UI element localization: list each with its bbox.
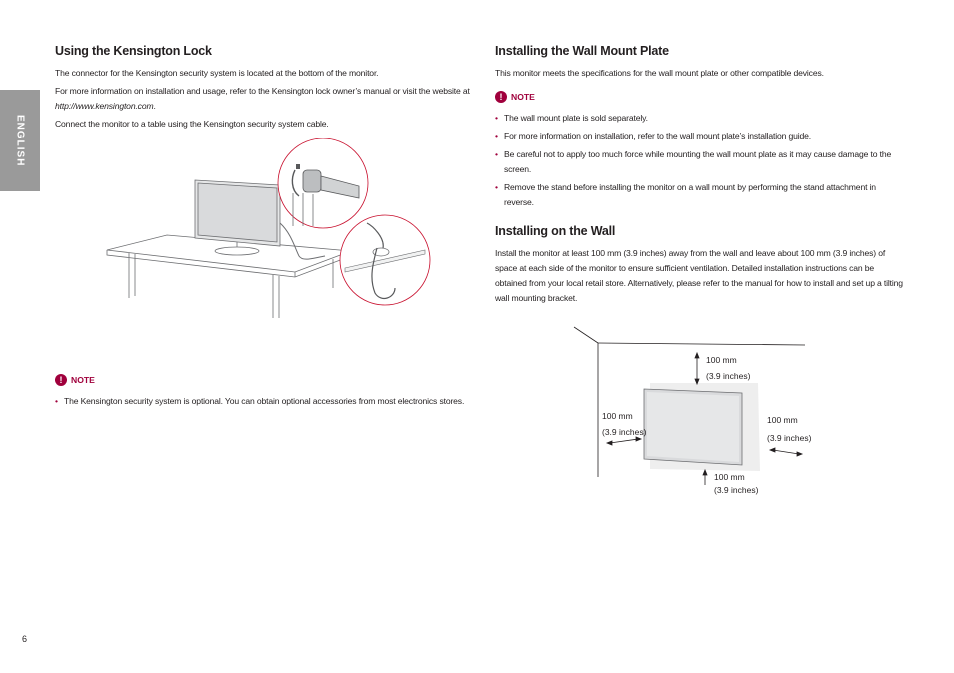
wall-p1: Install the monitor at least 100 mm (3.9 inches) away from the wall and leave about 100 mm (3.9 inches) of space at each side of the monitor to ensure sufficient ventilation. Detailed installation instructions can be obtained from your local retail store. Alternatively, please refer to the manual for how to install and set up a tilting wall mounting bracket. xyxy=(495,248,903,303)
kensington-p2-text: For more information on installation and usage, refer to the Kensington lock owner’s manual or visit the website at xyxy=(55,86,470,96)
wall-title: Installing on the Wall xyxy=(495,224,616,238)
kensington-note-list xyxy=(55,394,475,409)
right-clearance-mm: 100 mm xyxy=(767,415,798,425)
wall-mount-plate-title: Installing the Wall Mount Plate xyxy=(495,44,669,58)
kensington-note-label: NOTE xyxy=(71,375,95,385)
kensington-p1: The connector for the Kensington security system is located at the bottom of the monitor. xyxy=(55,68,379,78)
kensington-p3: Connect the monitor to a table using the Kensington security system cable. xyxy=(55,119,329,129)
left-arrow xyxy=(610,439,638,443)
wall-mount-note-item: • Remove the stand before installing the monitor on a wall mount by performing the stand attachment in reverse. xyxy=(495,180,905,210)
top-clearance-mm: 100 mm xyxy=(706,355,737,365)
lock-closeup xyxy=(278,138,368,228)
wall-mount-section xyxy=(495,44,905,309)
wall-mount-note-list xyxy=(495,111,905,210)
kensington-title: Using the Kensington Lock xyxy=(55,44,212,58)
kensington-illustration xyxy=(55,138,475,368)
cable-closeup xyxy=(340,215,430,305)
wall-mount-note-item: • Be careful not to apply too much force while mounting the wall mount plate as it may cause damage to the screen. xyxy=(495,147,905,177)
kensington-p2-end: . xyxy=(153,101,156,111)
wall-mount-note-item: • The wall mount plate is sold separately. xyxy=(495,111,905,126)
exclamation-icon: ! xyxy=(55,374,67,386)
wall-mount-note-header xyxy=(495,91,905,103)
language-tab xyxy=(0,90,40,191)
exclamation-icon: ! xyxy=(495,91,507,103)
left-clearance-in: (3.9 inches) xyxy=(602,427,647,437)
bottom-clearance-in: (3.9 inches) xyxy=(714,485,759,495)
kensington-section xyxy=(55,44,475,412)
wall-monitor xyxy=(644,389,742,465)
kensington-note-item: • The Kensington security system is optional. You can obtain optional accessories from most electronics stores. xyxy=(55,394,475,409)
top-clearance-in: (3.9 inches) xyxy=(706,371,751,381)
kensington-link[interactable]: http://www.kensington.com xyxy=(55,101,154,111)
right-clearance-in: (3.9 inches) xyxy=(767,433,812,443)
wall-mount-plate-p1: This monitor meets the specifications for the wall mount plate or other compatible devices. xyxy=(495,68,824,78)
bottom-clearance-mm: 100 mm xyxy=(714,472,745,482)
right-arrow xyxy=(773,450,799,454)
wall-mount-note-item: • For more information on installation, refer to the wall mount plate’s installation guide. xyxy=(495,129,905,144)
wall-mount-note-label: NOTE xyxy=(511,92,535,102)
kensington-note-header xyxy=(55,374,475,386)
kensington-p2 xyxy=(55,84,475,114)
wall-clearance-diagram xyxy=(572,325,812,485)
left-clearance-mm: 100 mm xyxy=(602,411,633,421)
language-tab-label: ENGLISH xyxy=(14,114,26,167)
page-number: 6 xyxy=(22,634,28,644)
